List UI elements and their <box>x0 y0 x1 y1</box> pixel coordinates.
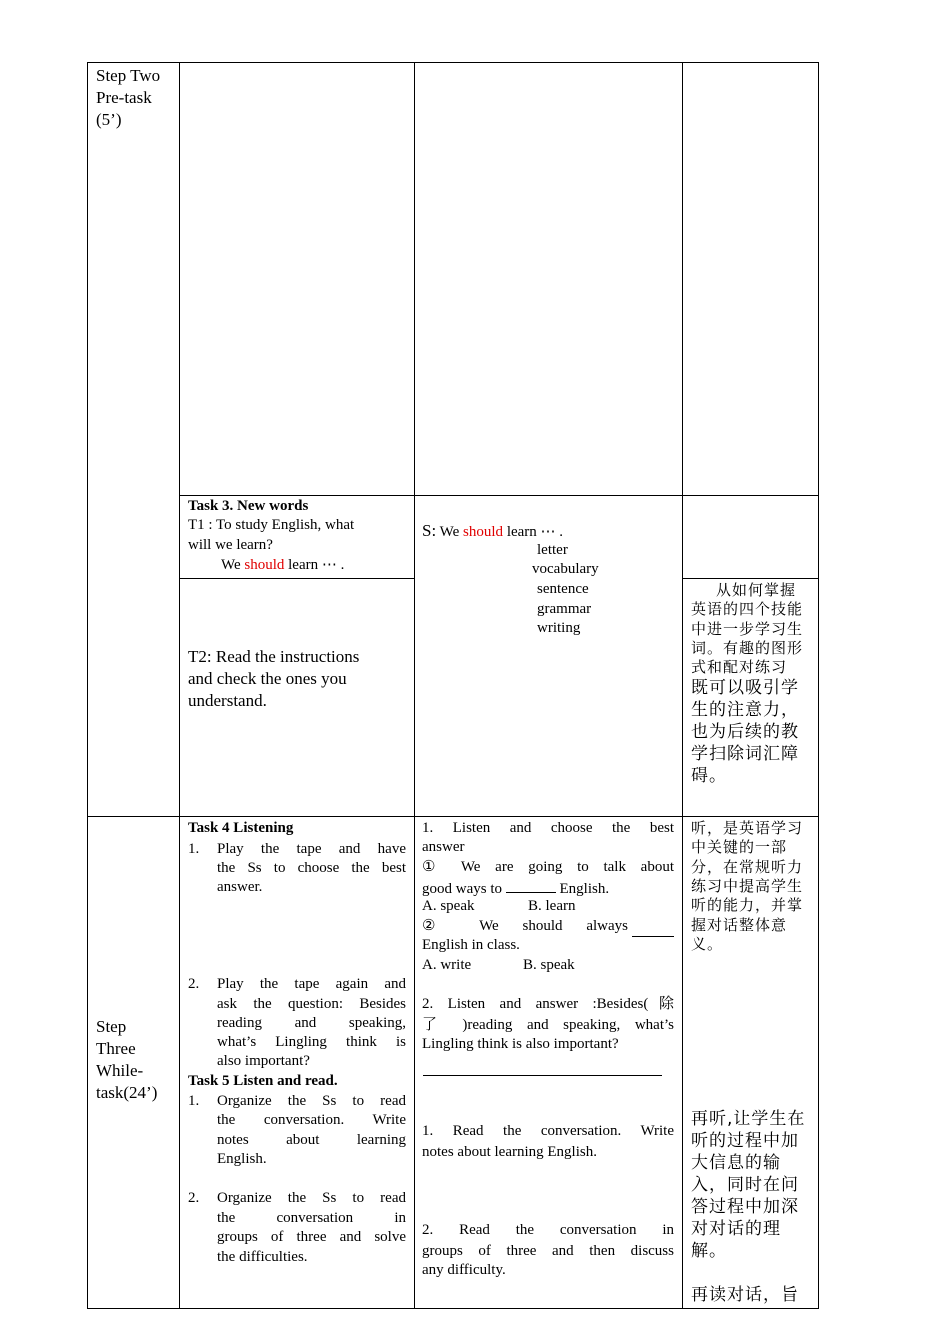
student-text <box>422 520 563 543</box>
stage-label: Three <box>96 1039 136 1058</box>
word: learn ⋯ . <box>288 557 345 573</box>
task-heading: Task 4 Listening <box>188 820 294 836</box>
purpose-text: 既可以吸引学 <box>691 678 799 698</box>
word: We <box>221 557 241 573</box>
list-item: ask the question: Besides <box>217 996 406 1012</box>
student-text: 2. Read the conversation in <box>422 1222 674 1238</box>
purpose-text: 义。 <box>691 935 724 953</box>
list-item: the difficulties. <box>217 1249 308 1265</box>
stage-label: Pre-task <box>96 88 152 107</box>
task-heading: Task 3. New words <box>188 498 309 514</box>
task-text: understand. <box>188 691 267 710</box>
student-text: notes about learning English. <box>422 1144 597 1160</box>
row-divider <box>87 816 819 817</box>
answer-line <box>423 1075 662 1076</box>
list-item: the conversation. Write <box>217 1112 406 1128</box>
list-item: what’s Lingling think is <box>217 1034 406 1050</box>
purpose-text: 再听,让学生在 <box>691 1109 806 1129</box>
list-number: 1. <box>188 1093 200 1109</box>
word: English. <box>559 881 610 897</box>
task-text: T1 : To study English, what <box>188 517 355 533</box>
purpose-text: 从如何掌握 <box>716 581 797 599</box>
task-text: will we learn? <box>188 537 273 553</box>
list-item: groups of three and solve <box>217 1229 406 1245</box>
list-number: 2. <box>188 1190 200 1206</box>
purpose-text: 分，在常规听力 <box>691 858 804 876</box>
highlight-word: should <box>463 524 504 540</box>
option-b: B. learn <box>528 898 576 914</box>
purpose-text: 握对话整体意 <box>691 916 788 934</box>
option-a: A. write <box>422 957 472 973</box>
list-item: also important? <box>217 1053 310 1069</box>
option-b: B. speak <box>523 957 575 973</box>
student-text: any difficulty. <box>422 1262 506 1278</box>
task-text <box>221 556 344 576</box>
stage-label: task(24’) <box>96 1083 158 1102</box>
student-text: Lingling think is also important? <box>422 1036 619 1052</box>
purpose-text: 大信息的输 <box>691 1153 781 1173</box>
student-text: 了 )reading and speaking, what’s <box>422 1017 674 1033</box>
purpose-text: 中进一步学习生 <box>691 620 804 638</box>
table-border-top <box>87 62 819 63</box>
column-divider <box>682 62 683 1309</box>
stage-label: (5’) <box>96 110 122 129</box>
purpose-text: 碍。 <box>691 766 727 786</box>
question-text: English in class. <box>422 937 520 953</box>
purpose-text: 听，是英语学习 <box>691 819 804 837</box>
purpose-text: 听的能力，并掌 <box>691 896 804 914</box>
word: We <box>439 524 460 540</box>
purpose-text: 也为后续的教 <box>691 722 799 742</box>
question-text <box>422 917 628 937</box>
table-border-left <box>87 62 88 1309</box>
list-item: English. <box>217 1151 267 1167</box>
task-heading: Task 5 Listen and read. <box>188 1073 338 1089</box>
list-item: notes about learning <box>217 1132 406 1148</box>
list-item: answer. <box>217 879 263 895</box>
word-item: sentence <box>537 581 589 597</box>
stage-label: Step Two <box>96 66 161 85</box>
purpose-text: 词。有趣的图形 <box>691 639 804 657</box>
row-divider <box>179 578 415 579</box>
list-item: Play the tape and have <box>217 841 406 857</box>
list-number: 1. <box>188 841 200 857</box>
row-divider <box>682 578 819 579</box>
student-text: 2. Listen and answer :Besides(除 <box>422 996 674 1012</box>
student-text: 1. Listen and choose the best <box>422 820 674 836</box>
answer-blank <box>632 922 674 937</box>
student-text: groups of three and then discuss <box>422 1243 674 1259</box>
row-divider <box>179 495 819 496</box>
purpose-text: 入，同时在问 <box>691 1175 799 1195</box>
option-a: A. speak <box>422 898 475 914</box>
purpose-text: 对对话的理 <box>691 1219 781 1239</box>
purpose-text: 生的注意力， <box>691 700 799 720</box>
list-item: the Ss to choose the best <box>217 860 406 876</box>
column-divider <box>414 62 415 1309</box>
task-text: and check the ones you <box>188 669 347 688</box>
list-item: reading and speaking, <box>217 1015 406 1031</box>
list-item: Organize the Ss to read <box>217 1093 406 1109</box>
word: S: <box>422 521 437 540</box>
word-item: writing <box>537 620 581 636</box>
word-item: vocabulary <box>532 561 599 577</box>
highlight-word: should <box>244 557 285 573</box>
stage-label: While- <box>96 1061 144 1080</box>
column-divider <box>179 62 180 1309</box>
student-text: 1. Read the conversation. Write <box>422 1123 674 1139</box>
list-item: Organize the Ss to read <box>217 1190 406 1206</box>
word-item: grammar <box>537 601 592 617</box>
table-border-right <box>818 62 819 1309</box>
purpose-text: 式和配对练习 <box>691 658 788 676</box>
purpose-text: 答过程中加深 <box>691 1197 799 1217</box>
purpose-text: 中关键的一部 <box>691 838 788 856</box>
purpose-text: 解。 <box>691 1241 727 1261</box>
word-item: letter <box>537 542 568 558</box>
stage-label: Step <box>96 1017 127 1036</box>
list-item: Play the tape again and <box>217 976 406 992</box>
word: learn ⋯ . <box>506 524 564 540</box>
purpose-text: 学扫除词汇障 <box>691 744 799 764</box>
list-item: the conversation in <box>217 1210 406 1226</box>
purpose-text: 听的过程中加 <box>691 1131 799 1151</box>
task-text: T2: Read the instructions <box>188 647 360 666</box>
question-text: ① We are going to talk about <box>422 859 674 875</box>
answer-blank <box>506 878 556 893</box>
purpose-text: 练习中提高学生 <box>691 877 804 895</box>
word: good ways to <box>422 881 502 897</box>
student-text: answer <box>422 839 465 855</box>
list-number: 2. <box>188 976 200 992</box>
purpose-text: 英语的四个技能 <box>691 600 804 618</box>
word: ② We should always <box>422 918 628 934</box>
table-border-bottom <box>87 1308 819 1309</box>
purpose-text: 再读对话，旨 <box>691 1285 799 1305</box>
